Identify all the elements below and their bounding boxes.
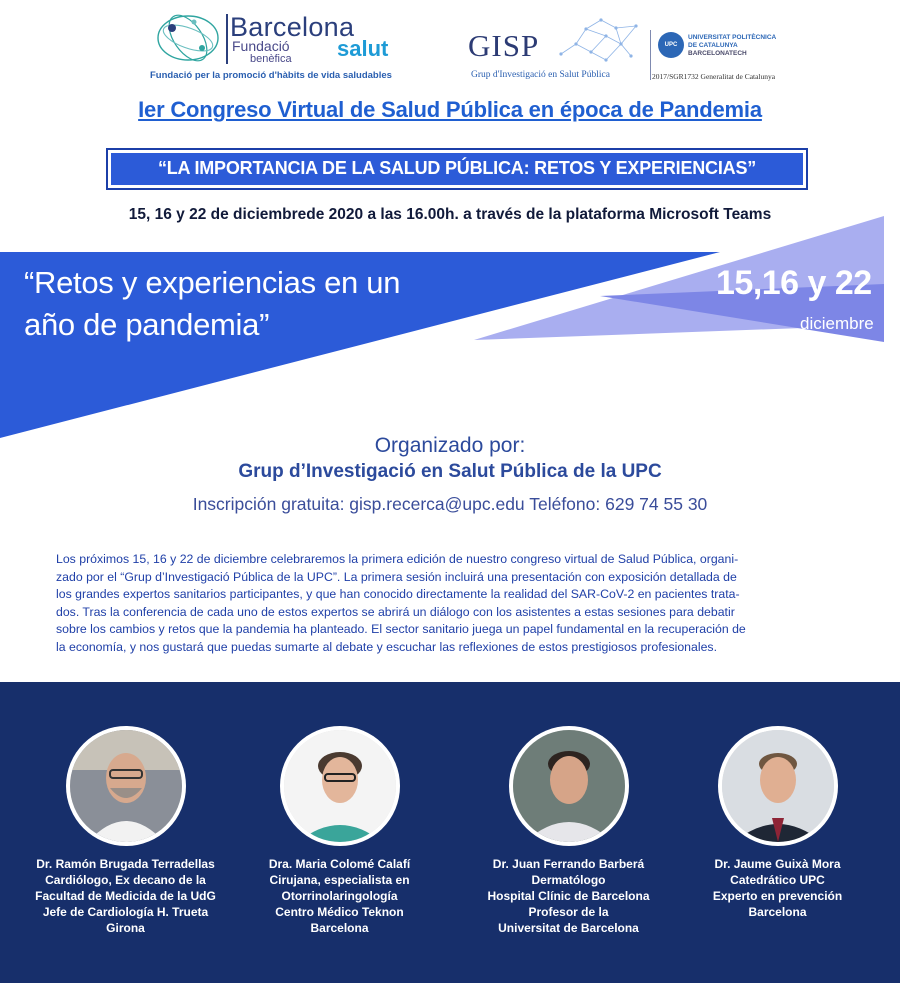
upc-line1: UNIVERSITAT POLITÈCNICA (688, 34, 777, 41)
speaker-name: Dr. Jaume Guixà Mora (714, 857, 841, 871)
speaker-name: Dr. Ramón Brugada Terradellas (36, 857, 215, 871)
barcelona-name: Barcelona (230, 12, 355, 42)
speaker-info (232, 856, 447, 936)
speaker-info (18, 856, 233, 936)
network-icon (556, 14, 646, 69)
speaker-photo (722, 730, 834, 842)
speaker-detail: Jefe de Cardiología H. Trueta (42, 905, 209, 919)
speaker-detail: Cardiólogo, Ex decano de la (45, 873, 206, 887)
speaker-detail: Universitat de Barcelona (498, 921, 639, 935)
upc-divider (650, 30, 651, 80)
congress-title: Ier Congreso Virtual de Salud Pública en época de Pandemia (138, 97, 762, 122)
speaker-card (461, 730, 676, 936)
description-line: sobre los cambios y retos que la pandemia ha planteado. El sector sanitario juega un papel fundamental en la recuperación de (56, 622, 746, 637)
description-line: Los próximos 15, 16 y 22 de diciembre celebraremos la primera edición de nuestro congreso virtual de Salud Pública, organi- (56, 552, 739, 566)
theme-banner-text: “LA IMPORTANCIA DE LA SALUD PÚBLICA: RETOS Y EXPERIENCIAS” (157, 158, 757, 178)
upc-badge: UPC (658, 32, 684, 58)
gisp-subtitle: Grup d'Investigació en Salut Pública (471, 70, 610, 80)
description-line: dos. Tras la conferencia de cada uno de estos expertos se abrirá un diálogo con los asistentes a estas sesiones para debatir (56, 604, 735, 619)
speaker-photo (284, 730, 396, 842)
person-icon (513, 730, 625, 842)
person-icon (722, 730, 834, 842)
upc-logo (650, 30, 800, 85)
barcelona-globe-icon (150, 10, 228, 68)
organizer-contact: Inscripción gratuita: gisp.recerca@upc.edu Teléfono: 629 74 55 30 (192, 494, 708, 514)
barcelona-fundacio: Fundació (232, 38, 290, 54)
hero-date: 15,16 y 22 (716, 264, 872, 302)
upc-line3: BARCELONATECH (688, 50, 747, 57)
speaker-detail: Barcelona (748, 905, 807, 919)
speaker-detail: Profesor de la (528, 905, 609, 919)
description (56, 551, 842, 657)
speaker-detail: Catedrático UPC (730, 873, 825, 887)
speaker-detail: Barcelona (310, 921, 369, 935)
speaker-card (18, 730, 233, 936)
dates-line: 15, 16 y 22 de diciembrede 2020 a las 16.00h. a través de la plataforma Microsoft Teams (128, 206, 772, 223)
speaker-detail: Facultad de Medicida de la UdG (35, 889, 216, 903)
speaker-detail: Centro Médico Teknon (275, 905, 404, 919)
speaker-detail: Dermatólogo (531, 873, 606, 887)
barcelona-tagline: Fundació per la promoció d'hàbits de vida saludables (150, 70, 392, 81)
person-icon (284, 730, 396, 842)
person-icon (70, 730, 182, 842)
description-line: zado por el “Grup d’Investigació Pública de la UPC”. La primera sesión incluirá una presentación con exposición detallada de (56, 569, 737, 584)
upc-line2: DE CATALUNYA (688, 42, 738, 49)
gisp-logo (468, 14, 658, 84)
speaker-info (670, 856, 885, 920)
speaker-card (232, 730, 447, 936)
upc-sgr: 2017/SGR1732 Generalitat de Catalunya (652, 72, 776, 81)
speaker-info (461, 856, 676, 936)
speaker-detail: Girona (106, 921, 145, 935)
hero-title-line2: año de pandemia” (24, 307, 270, 342)
barcelona-salut-logo (150, 10, 410, 82)
speaker-detail: Experto en prevención (712, 889, 843, 903)
speaker-name: Dr. Juan Ferrando Barberá (492, 857, 645, 871)
organizer-name: Grup d’Investigació en Salut Pública de la UPC (238, 461, 662, 482)
speaker-photo (513, 730, 625, 842)
speaker-card (670, 730, 885, 920)
organizer-label: Organizado por: (374, 434, 526, 457)
hero-title-line1: “Retos y experiencias en un (24, 265, 401, 300)
speaker-name: Dra. Maria Colomé Calafí (268, 857, 411, 871)
speaker-detail: Hospital Clínic de Barcelona (487, 889, 650, 903)
hero-title (24, 262, 494, 346)
barcelona-salut: salut (337, 36, 389, 61)
description-line: los grandes expertos sanitarios participantes, y que han conocido directamente la realidad del SAR-CoV-2 en pacientes trata- (56, 587, 740, 602)
speaker-detail: Cirujana, especialista en (269, 873, 410, 887)
barcelona-divider (226, 14, 228, 64)
barcelona-benefica: benèfica (250, 53, 292, 65)
theme-banner (108, 150, 806, 188)
gisp-acronym: GISP (468, 28, 540, 63)
speakers-section (0, 682, 900, 983)
description-line: la economía, y nos gustará que puedas sumarte al debate y escuchar las reflexiones de estos prestigiosos profesionales. (56, 639, 717, 654)
hero-month: diciembre (800, 314, 874, 333)
speaker-detail: Otorrinolaringología (281, 889, 398, 903)
speaker-photo (70, 730, 182, 842)
